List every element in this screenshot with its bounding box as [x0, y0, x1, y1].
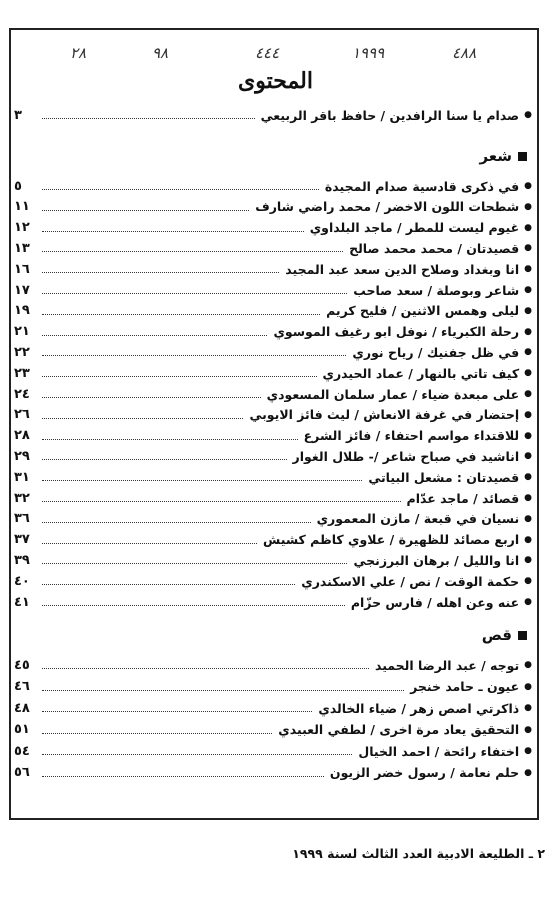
entry-page: ٣: [14, 107, 22, 123]
entry-page: ٥: [14, 178, 22, 194]
entry-page: ٢٤: [14, 386, 30, 402]
leader-dots: [42, 733, 272, 734]
leader-dots: [42, 189, 319, 190]
toc-entry: [14, 678, 532, 696]
toc-entry: [14, 510, 532, 528]
leader-dots: [42, 355, 346, 356]
bullet-icon: ●: [524, 681, 532, 692]
leader-dots: [42, 251, 343, 252]
entry-text: اختفاء رائحة / احمد الخيال: [358, 743, 520, 759]
toc-entry: [14, 721, 532, 739]
entry-text: للاقتداء مواسم احتفاء / فائز الشرع: [303, 428, 520, 444]
entry-page: ٤٥: [14, 657, 30, 673]
leader-dots: [42, 690, 404, 691]
toc-entry: [14, 198, 532, 216]
page-footer: ٢ ـ الطليعة الادبية العدد الثالث لسنة ١٩٩٩: [292, 846, 545, 861]
bullet-icon: ●: [524, 110, 532, 120]
entry-text: انا وبغداد وصلاح الدين سعد عبد المجيد: [285, 261, 520, 277]
square-bullet-icon: [518, 152, 527, 161]
bullet-icon: ●: [524, 767, 532, 778]
entry-text: التحقيق يعاد مرة اخرى / لطفي العبيدي: [278, 722, 520, 737]
section-heading-stories: [482, 626, 527, 644]
entry-text: عيون ـ حامد خنجر: [410, 679, 520, 694]
entry-page: ٥٦: [14, 765, 30, 780]
leader-dots: [42, 397, 261, 398]
bullet-icon: ●: [524, 703, 532, 713]
entry-text: ليلى وهمس الاثنين / فليح كريم: [326, 303, 520, 319]
bullet-icon: ●: [524, 181, 532, 191]
toc-entry: [14, 764, 532, 782]
entry-text: اربع مصائد للظهيرة / علاوي كاظم كشيش: [263, 532, 520, 548]
toc-entry: [14, 656, 532, 674]
entry-page: ١٧: [14, 282, 30, 298]
entry-text: انا والليل / برهان البرزنجي: [353, 552, 520, 568]
entry-text: إحتضار في غرفة الانعاش / ليث فائز الايوبي: [249, 407, 520, 423]
entry-page: ٤٦: [14, 679, 30, 694]
entry-page: ١٣: [14, 240, 30, 256]
entry-page: ٤٠: [14, 573, 30, 589]
entry-text: رحلة الكبرياء / نوفل ابو رغيف الموسوي: [273, 324, 520, 340]
leader-dots: [42, 668, 369, 669]
bullet-icon: ●: [524, 472, 532, 483]
toc-entry: [14, 468, 532, 486]
entry-page: ١٢: [14, 220, 30, 236]
bullet-icon: ●: [524, 222, 532, 233]
bullet-icon: ●: [524, 724, 532, 735]
entry-page: ٣٢: [14, 490, 30, 506]
bullet-icon: ●: [524, 389, 532, 399]
entry-page: ١١: [14, 199, 30, 215]
leader-dots: [42, 776, 324, 777]
leader-dots: [42, 563, 347, 564]
leader-dots: [42, 605, 345, 606]
toc-entry: [14, 343, 532, 361]
leader-dots: [42, 459, 287, 460]
bullet-icon: ●: [524, 576, 532, 587]
leader-dots: [42, 231, 304, 232]
leader-dots: [42, 210, 249, 211]
bullet-icon: ●: [524, 660, 532, 670]
entry-page: ٤١: [14, 594, 30, 610]
bullet-icon: ●: [524, 513, 532, 524]
handwritten-notes: [60, 44, 530, 70]
entry-text: توجه / عبد الرضا الحميد: [374, 657, 520, 673]
entry-text: على مبعدة ضياء / عمار سلمان المسعودي: [266, 386, 520, 402]
toc-entry: [14, 323, 532, 341]
section-heading-text: قص: [481, 626, 512, 644]
leader-dots: [42, 584, 295, 585]
toc-entry: [14, 447, 532, 465]
entry-text: غيوم ليست للمطر / ماجد البلداوي: [309, 220, 520, 236]
entry-page: ٢٦: [14, 407, 30, 423]
bullet-icon: ●: [524, 243, 532, 254]
bullet-icon: ●: [524, 201, 532, 212]
entry-text: اناشيد في صباح شاعر /- طلال الغوار: [292, 448, 520, 464]
handwritten-note-c: ٤٤٤: [255, 44, 280, 62]
toc-entry: [14, 531, 532, 549]
leader-dots: [42, 522, 311, 523]
bullet-icon: ●: [524, 493, 532, 503]
entry-page: ١٦: [14, 261, 30, 277]
leader-dots: [42, 754, 352, 755]
bullet-icon: ●: [524, 430, 532, 441]
entry-page: ٢٣: [14, 365, 30, 381]
entry-page: ٣٧: [14, 532, 30, 548]
toc-entry: [14, 385, 532, 403]
leader-dots: [42, 293, 347, 294]
toc-entry: [14, 427, 532, 445]
leader-dots: [42, 439, 298, 440]
entry-page: ٣٩: [14, 552, 30, 568]
bullet-icon: ●: [524, 347, 532, 358]
toc-entry: [14, 177, 532, 195]
entry-page: ٣٦: [14, 511, 30, 527]
entry-text: في ذكرى قادسية صدام المجيدة: [324, 178, 520, 194]
square-bullet-icon: [518, 631, 527, 640]
entry-text: قصيدتان : مشعل البياتي: [368, 469, 520, 485]
entry-page: ١٩: [14, 303, 30, 319]
entry-page: ٢٢: [14, 344, 30, 360]
handwritten-note-e: ٤٨٨: [452, 44, 477, 62]
leader-dots: [42, 118, 255, 119]
bullet-icon: ●: [524, 555, 532, 566]
toc-entry: [14, 699, 532, 717]
toc-entry: [14, 260, 532, 278]
entry-page: ٢١: [14, 324, 30, 340]
toc-entry: [14, 489, 532, 507]
entry-page: ٥٤: [14, 743, 30, 759]
bullet-icon: ●: [524, 534, 532, 545]
toc-entry: [14, 572, 532, 590]
handwritten-note-b: ٩٨: [152, 44, 169, 62]
entry-text: في ظل جفنيك / رياح نوري: [352, 344, 520, 360]
leader-dots: [42, 272, 279, 273]
leader-dots: [42, 501, 401, 502]
toc-entry: [14, 406, 532, 424]
toc-entry: [14, 219, 532, 237]
entry-text: حكمة الوقت / نص / علي الاسكندري: [301, 573, 520, 589]
toc-entry: [14, 364, 532, 382]
entry-text: شطحات اللون الاخضر / محمد راضي شارف: [255, 199, 520, 215]
entry-page: ٥١: [14, 722, 30, 737]
bullet-icon: ●: [524, 264, 532, 275]
bullet-icon: ●: [524, 305, 532, 316]
entry-page: ٤٨: [14, 700, 30, 716]
page-title: المحتوى: [238, 68, 313, 94]
leader-dots: [42, 335, 267, 336]
toc-entry: [14, 593, 532, 611]
entry-text: قصائد / ماجد عدّام: [406, 490, 520, 506]
bullet-icon: ●: [524, 368, 532, 379]
toc-entry: [14, 302, 532, 320]
handwritten-note-a: ٢٨: [70, 44, 87, 62]
leader-dots: [42, 314, 320, 315]
toc-entry: [14, 742, 532, 760]
bullet-icon: ●: [524, 326, 532, 337]
bullet-icon: ●: [524, 285, 532, 295]
entry-text: صدام يا سنا الرافدين / حافظ باقر الربيعي: [260, 107, 520, 123]
intro-item: [14, 106, 532, 124]
entry-text: عنه وعن اهله / فارس حزّام: [350, 594, 520, 610]
entry-text: نسيان في قبعة / مازن المعموري: [316, 511, 520, 527]
toc-entry: [14, 281, 532, 299]
entry-text: كيف تاتي بالنهار / عماد الحيدري: [322, 365, 520, 381]
leader-dots: [42, 418, 243, 419]
entry-page: ٣١: [14, 469, 30, 485]
entry-page: ٢٩: [14, 448, 30, 464]
entry-text: حلم نعامة / رسول خضر الزيون: [329, 765, 520, 780]
toc-entry: [14, 239, 532, 257]
section-heading-text: شعر: [479, 147, 512, 165]
section-heading-poetry: [479, 147, 527, 165]
entry-text: ذاكرتي اصص زهر / ضياء الخالدي: [318, 700, 520, 716]
bullet-icon: ●: [524, 746, 532, 756]
bullet-icon: ●: [524, 597, 532, 607]
entry-text: قصيدتان / محمد محمد صالح: [349, 240, 520, 256]
entry-page: ٢٨: [14, 428, 30, 444]
entry-text: شاعر وبوصلة / سعد صاحب: [353, 282, 520, 298]
bullet-icon: ●: [524, 451, 532, 462]
leader-dots: [42, 480, 362, 481]
leader-dots: [42, 376, 317, 377]
toc-entry: [14, 551, 532, 569]
handwritten-note-d: ١٩٩٩: [352, 44, 385, 62]
leader-dots: [42, 711, 312, 712]
leader-dots: [42, 543, 257, 544]
bullet-icon: ●: [524, 409, 532, 420]
